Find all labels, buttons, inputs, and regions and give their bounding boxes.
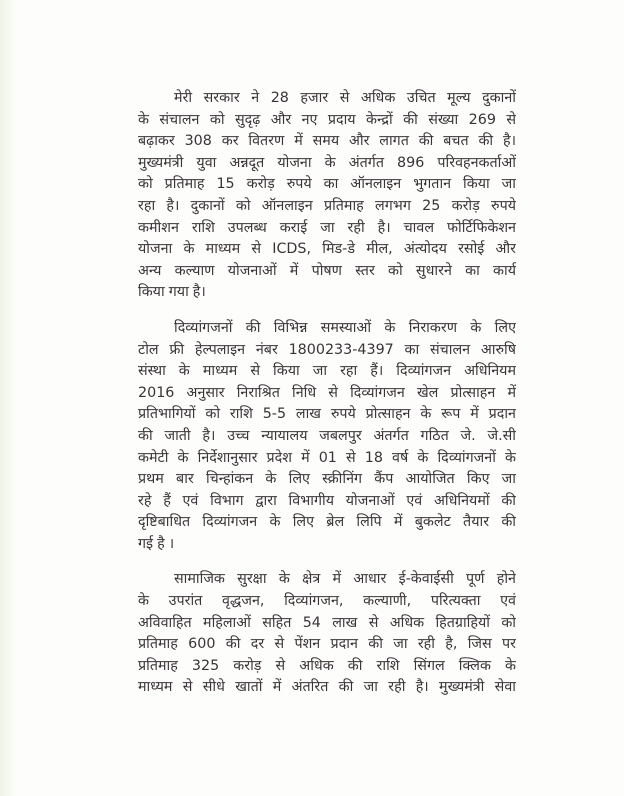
text-line: बढ़ाकर 308 कर वितरण में समय और लागत की बचत की है। [138,133,516,150]
text-line: प्रतिमाह 325 करोड़ से अधिक की राशि सिंगल क्लिक के [138,657,516,674]
text-line: अन्य कल्याण योजनाओं में पोषण स्तर को सुधारने का कार्य [138,262,516,279]
text-line: प्रतिभागियों को राशि 5-5 लाख रुपये प्रोत्साहन के रूप में प्रदान [138,406,516,423]
text-line: दिव्यांगजनों की विभिन्न समस्याओं के निराकरण के लिए [174,319,516,336]
text-line: कमेटी के निर्देशानुसार प्रदेश में 01 से 18 वर्ष के दिव्यांगजनों के [138,449,516,466]
text-line: रहे हैं एवं विभाग द्वारा विभागीय योजनाओं एवं अधिनियमों की [138,492,516,509]
text-line: संस्था के माध्यम से किया जा रहा हैं। दिव्यांगजन अधिनियम [138,363,516,380]
text-line: मुख्यमंत्री युवा अन्नदूत योजना के अंतर्गत 896 परिवहनकर्ताओं [138,154,516,171]
text-line: को प्रतिमाह 15 करोड़ रुपये का ऑनलाइन भुगतान किया जा [138,176,516,193]
paragraph-divyangjan [138,318,516,556]
text-line: दृष्टिबाधित दिव्यांगजन के लिए ब्रेल लिपि में बुकलेट तैयार की [138,514,516,531]
text-line: सामाजिक सुरक्षा के क्षेत्र में आधार ई-केवाईसी पूर्ण होने [174,571,516,588]
text-line: प्रतिमाह 600 की दर से पेंशन प्रदान की जा रही है, जिस पर [138,636,516,653]
text-line: अविवाहित महिलाओं सहित 54 लाख से अधिक हितग्राहियों को [138,614,516,631]
text-line: कमीशन राशि उपलब्ध कराई जा रही है। चावल फोर्टिफिकेशन [138,219,516,236]
scan-edge [0,0,14,796]
paragraph-social-security [138,569,516,699]
text-line: रहा है। दुकानों को ऑनलाइन प्रतिमाह लगभग 25 करोड़ रुपये [138,197,516,214]
text-line: के उपरांत वृद्धजन, दिव्यांगजन, कल्याणी, परित्यक्ता एवं [138,593,516,610]
text-line: मेरी सरकार ने 28 हजार से अधिक उचित मूल्य दुकानों [174,90,516,106]
text-line: योजना के माध्यम से ICDS, मिड-डे मील, अंत्योदय रसोई और [138,241,516,258]
text-line: गई है । [138,535,175,552]
text-line: के संचालन को सुदृढ़ और नए प्रदाय केन्द्रों की संख्या 269 से [138,111,516,128]
document-page [138,88,516,713]
text-line: प्रथम बार चिन्हांकन के लिए स्क्रीनिंग कैंप आयोजित किए जा [138,471,516,488]
text-line: 2016 अनुसार निराश्रित निधि से दिव्यांगजन खेल प्रोत्साहन में [138,384,516,401]
text-line: की जाती है। उच्च न्यायालय जबलपुर अंतर्गत गठित जे. जे.सी [138,427,516,444]
text-line: माध्यम से सीधे खातों में अंतरित की जा रही है। मुख्यमंत्री सेवा [138,679,516,696]
text-line: किया गया है। [138,284,206,301]
paragraph-food-supply [138,88,516,304]
text-line: टोल फ्री हेल्पलाइन नंबर 1800233-4397 का संचालन आरुषि [138,341,516,358]
